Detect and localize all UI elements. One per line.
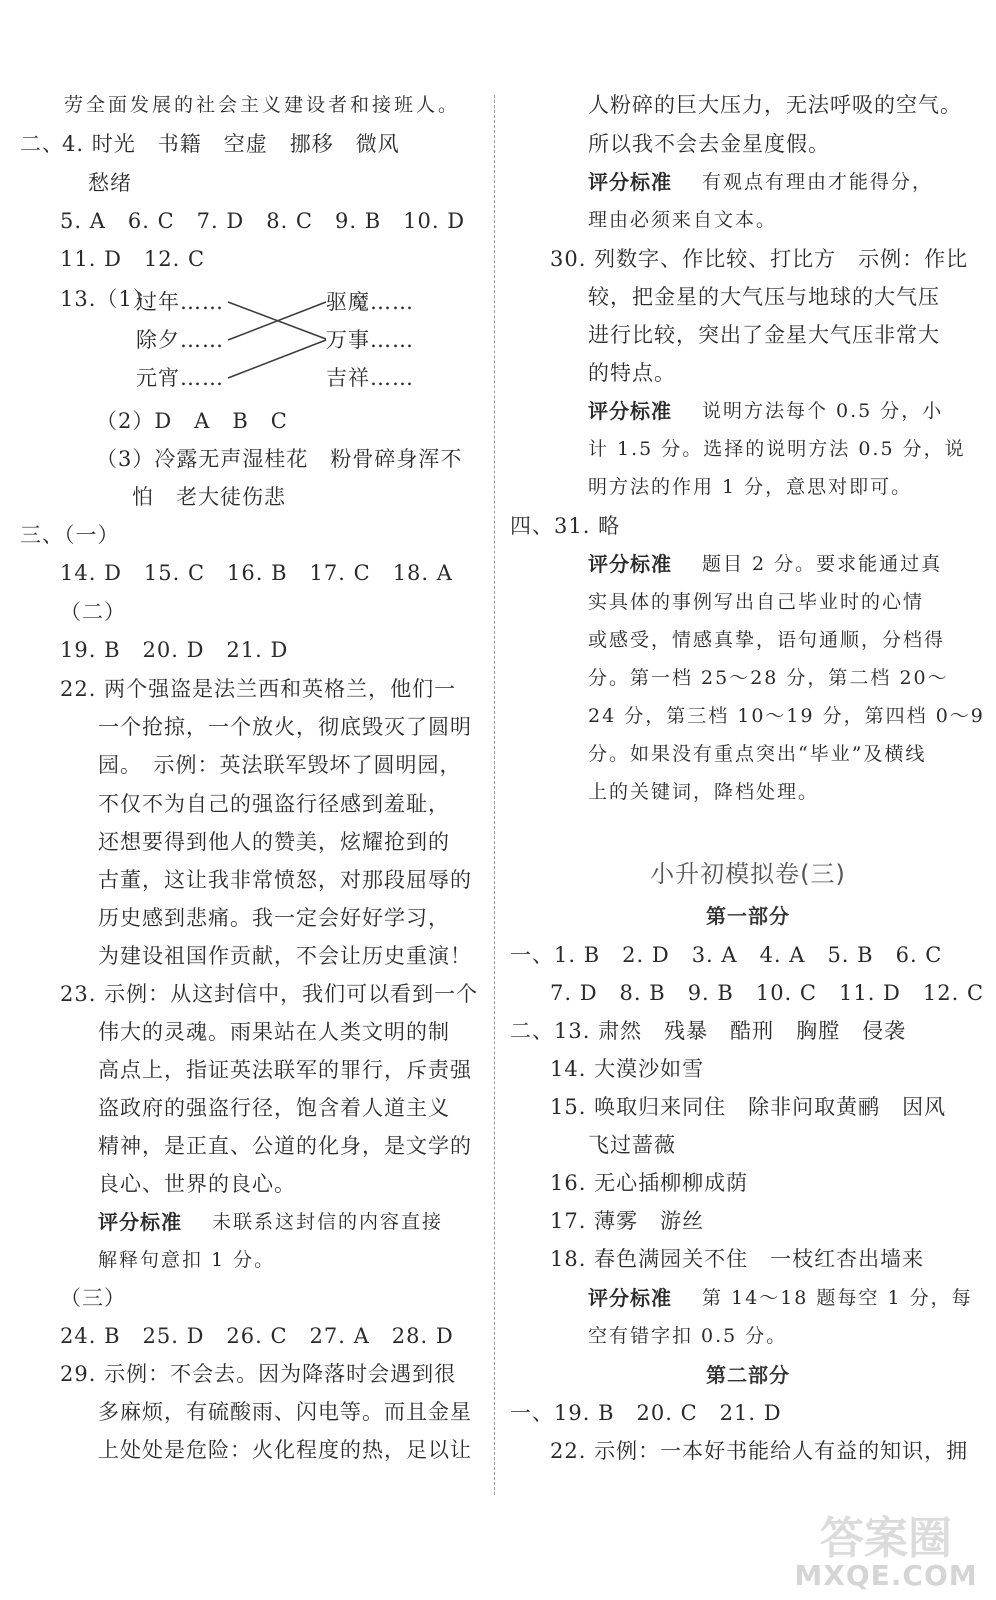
scoring-criteria-text: 上的关键词，降档处理。 xyxy=(588,781,820,803)
watermark-logo: 答案圈 xyxy=(820,1513,952,1564)
scoring-criteria-label: 评分标准 xyxy=(588,399,672,423)
answer-q24-28: 24. B 25. D 26. C 27. A 28. D xyxy=(60,1324,454,1348)
answer-q13-3-cont: 怕 老大徒伤悲 xyxy=(132,485,286,509)
answer-q13-3: （3）冷露无声湿桂花 粉骨碎身浑不 xyxy=(96,447,463,471)
p2-answer-q22: 22. 示例：一本好书能给人有益的知识，拥 xyxy=(550,1439,969,1463)
answer-q22-line: 22. 两个强盗是法兰西和英格兰，他们一 xyxy=(60,677,457,701)
scoring-criteria-text: 题目 2 分。要求能通过真 xyxy=(702,553,943,575)
answer-q23-line: 精神，是正直、公道的化身，是文学的 xyxy=(98,1134,472,1158)
scoring-criteria-text: 未联系这封信的内容直接 xyxy=(212,1211,444,1233)
match-right-item: 万事…… xyxy=(326,328,414,352)
answer-q13-label: 13.（1） xyxy=(60,287,155,311)
answer-q30-line: 30. 列数字、作比较、打比方 示例：作比 xyxy=(550,247,969,271)
exam-title: 小升初模拟卷(三) xyxy=(650,860,846,888)
match-left-item: 元宵…… xyxy=(136,366,224,390)
answer-q29-line: 上处处是危险：火化程度的热，足以让 xyxy=(98,1438,472,1462)
scoring-criteria-text: 明方法的作用 1 分，意思对即可。 xyxy=(588,476,913,498)
match-left-item: 过年…… xyxy=(136,290,224,314)
answer-q19-21: 19. B 20. D 21. D xyxy=(60,638,289,662)
scoring-criteria-label: 评分标准 xyxy=(588,552,672,576)
p1-answer-q14: 14. 大漠沙如雪 xyxy=(550,1057,705,1081)
p1-answer-q15-cont: 飞过蔷薇 xyxy=(588,1133,676,1157)
answer-q30-line: 较，把金星的大气压与地球的大气压 xyxy=(588,285,940,309)
answer-q23-line: 良心、世界的良心。 xyxy=(98,1172,296,1196)
answer-q13-2: （2）D A B C xyxy=(96,409,288,433)
scoring-criteria-label: 评分标准 xyxy=(588,1286,672,1310)
answer-q23-line: 高点上，指证英法联军的罪行，斥责强 xyxy=(98,1058,472,1082)
match-line xyxy=(228,340,326,378)
answer-q29-cont: 所以我不会去金星度假。 xyxy=(588,132,830,156)
scoring-criteria-text: 第 14～18 题每空 1 分，每 xyxy=(702,1287,973,1309)
p1-answer-q13: 二、13. 肃然 残暴 酷刑 胸膛 侵袭 xyxy=(510,1019,907,1043)
watermark xyxy=(786,1502,986,1592)
p1-answer-q1-6: 一、1. B 2. D 3. A 4. A 5. B 6. C xyxy=(510,943,943,967)
column-divider xyxy=(494,95,495,1495)
answer-q29-line: 29. 示例：不会去。因为降落时会遇到很 xyxy=(60,1362,457,1386)
answer-q22-line: 还想要得到他人的赞美，炫耀抢到的 xyxy=(98,830,450,854)
subsection-three-label: （三） xyxy=(60,1286,126,1310)
match-right-item: 吉祥…… xyxy=(326,366,414,390)
scoring-criteria-label: 评分标准 xyxy=(98,1210,182,1234)
answer-q14-18: 14. D 15. C 16. B 17. C 18. A xyxy=(60,561,453,585)
answer-q11-12: 11. D 12. C xyxy=(60,247,206,271)
section-four-answer: 四、31. 略 xyxy=(510,514,621,538)
scoring-criteria-text: 说明方法每个 0.5 分，小 xyxy=(702,400,944,422)
answer-q22-line: 为建设祖国作贡献，不会让历史重演！ xyxy=(98,944,472,968)
answer-q23-line: 23. 示例：从这封信中，我们可以看到一个 xyxy=(60,982,479,1006)
watermark-site: MXQE.COM xyxy=(794,1559,978,1592)
answer-q22-line: 不仅不为自己的强盗行径感到羞耻， xyxy=(98,792,450,816)
p1-answer-q16: 16. 无心插柳柳成荫 xyxy=(550,1171,749,1195)
scoring-criteria-text: 24 分，第三档 10～19 分，第四档 0～9 xyxy=(588,705,985,727)
scoring-criteria-label: 评分标准 xyxy=(588,170,672,194)
answer-q22-line: 园。 示例：英法联军毁坏了圆明园， xyxy=(98,753,462,777)
scoring-criteria-text: 或感受，情感真挚，语句通顺，分档得 xyxy=(588,629,946,651)
part-one-heading: 第一部分 xyxy=(706,904,790,928)
scoring-criteria-text: 分。第一档 25～28 分，第二档 20～ xyxy=(588,667,949,689)
answer-q22-line: 古董，这让我非常愤怒，对那段屈辱的 xyxy=(98,868,472,892)
answer-q23-line: 盗政府的强盗行径，饱含着人道主义 xyxy=(98,1096,450,1120)
scoring-criteria-text: 计 1.5 分。选择的说明方法 0.5 分，说 xyxy=(588,438,966,460)
scoring-criteria-text: 有观点有理由才能得分， xyxy=(702,171,934,193)
answer-q29-cont: 人粉碎的巨大压力，无法呼吸的空气。 xyxy=(588,93,962,117)
p1-answer-q18: 18. 春色满园关不住 一枝红杏出墙来 xyxy=(550,1247,925,1271)
scoring-criteria-text: 分。如果没有重点突出“毕业”及横线 xyxy=(588,743,927,765)
section-three-label: 三、（一） xyxy=(20,523,120,547)
part-two-heading: 第二部分 xyxy=(706,1363,790,1387)
p1-answer-q7-12: 7. D 8. B 9. B 10. C 11. D 12. C xyxy=(550,981,985,1005)
scoring-criteria-text: 解释句意扣 1 分。 xyxy=(98,1249,276,1271)
answer-q30-line: 的特点。 xyxy=(588,361,676,385)
answer-q29-line: 多麻烦，有硫酸雨、闪电等。而且金星 xyxy=(98,1400,472,1424)
answer-q22-line: 历史感到悲痛。我一定会好好学习， xyxy=(98,906,450,930)
p1-answer-q15: 15. 唤取归来同住 除非问取黄鹂 因风 xyxy=(550,1095,947,1119)
match-left-item: 除夕…… xyxy=(136,328,224,352)
scoring-criteria-text: 理由必须来自文本。 xyxy=(588,209,778,231)
scoring-criteria-text: 空有错字扣 0.5 分。 xyxy=(588,1325,788,1347)
answer-q4: 4. 时光 书籍 空虚 挪移 微风 xyxy=(62,132,400,156)
answer-q30-line: 进行比较，突出了金星大气压非常大 xyxy=(588,323,940,347)
p1-answer-q17: 17. 薄雾 游丝 xyxy=(550,1209,705,1233)
match-right-item: 驱魔…… xyxy=(326,290,414,314)
text-line: 劳全面发展的社会主义建设者和接班人。 xyxy=(64,94,461,116)
scoring-criteria-text: 实具体的事例写出自己毕业时的心情 xyxy=(588,591,925,613)
answer-q22-line: 一个抢掠，一个放火，彻底毁灭了圆明 xyxy=(98,715,472,739)
subsection-two-label: （二） xyxy=(60,600,126,624)
answer-q4-cont: 愁绪 xyxy=(88,171,132,195)
section-two-label: 二、 xyxy=(20,132,64,156)
answer-q5-10: 5. A 6. C 7. D 8. C 9. B 10. D xyxy=(60,209,466,233)
matching-exercise xyxy=(130,284,430,394)
answer-q23-line: 伟大的灵魂。雨果站在人类文明的制 xyxy=(98,1020,450,1044)
p2-answer-q19-21: 一、19. B 20. C 21. D xyxy=(510,1401,782,1425)
